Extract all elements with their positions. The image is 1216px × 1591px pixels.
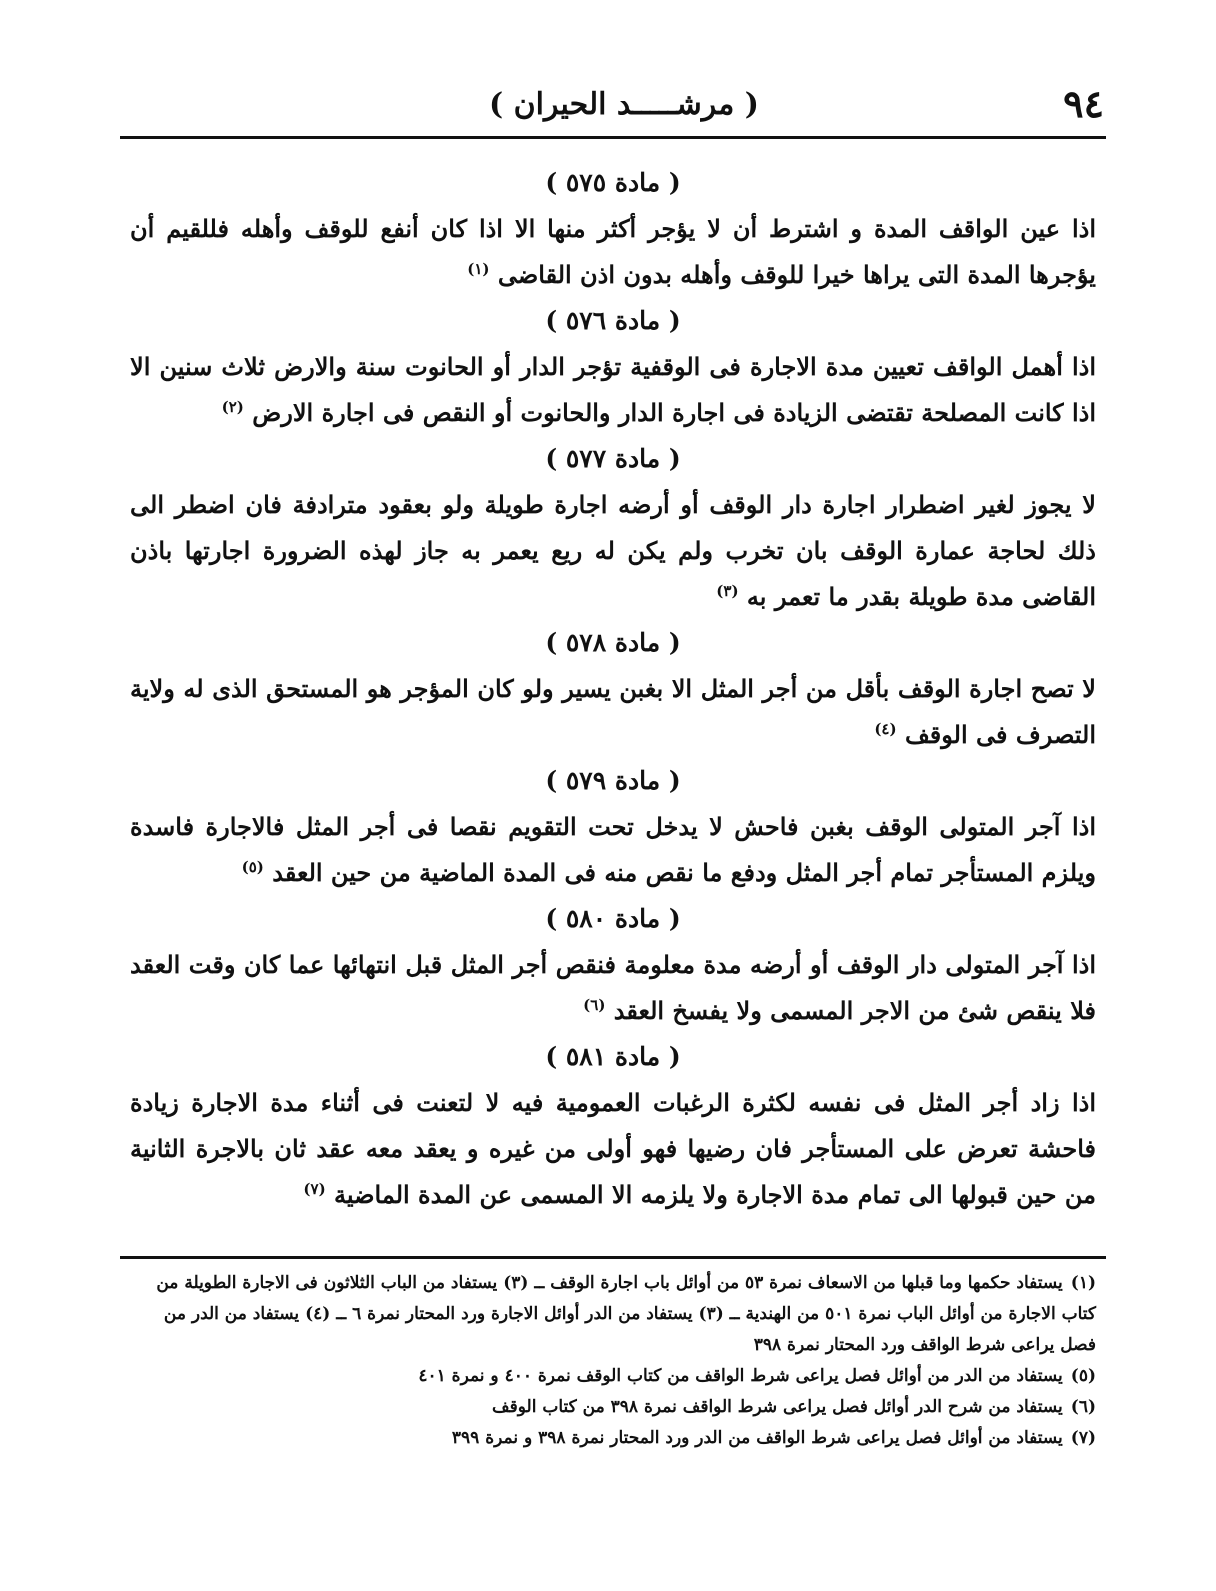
running-title: ( مرشـــــد الحيران ) — [489, 87, 759, 122]
footnote-ref: (٤) — [874, 720, 897, 738]
article — [130, 896, 1096, 1034]
footnotes — [130, 1268, 1096, 1454]
article-heading: ( مادة ٥٨١ ) — [545, 1042, 681, 1071]
article-heading: ( مادة ٥٧٩ ) — [545, 766, 681, 795]
footnote — [130, 1392, 1096, 1423]
article — [130, 298, 1096, 436]
article-text — [130, 1080, 1096, 1218]
article-body: اذا أهمل الواقف تعيين مدة الاجارة فى الوقفية تؤجر الدار أو الحانوت سنة والارض ثلاث سنين الا اذا كانت المصلحة تقتضى الزيادة فى اجارة الدار والحانوت أو النقص فى اجارة الارض — [130, 352, 1096, 427]
page-header — [120, 76, 1104, 136]
article-heading: ( مادة ٥٧٦ ) — [545, 306, 681, 335]
article — [130, 436, 1096, 620]
article-body: اذا عين الواقف المدة و اشترط أن لا يؤجر أكثر منها الا اذا كان أنفع للوقف وأهله فللقيم أن يؤجرها المدة التى يراها خيرا للوقف وأهله بدون اذن القاضى — [130, 214, 1096, 289]
page-number: ٩٤ — [1063, 81, 1104, 126]
article — [130, 160, 1096, 298]
article-body: لا يجوز لغير اضطرار اجارة دار الوقف أو أرضه اجارة طويلة ولو بعقود مترادفة فان اضطر الى ذلك لحاجة عمارة الوقف بان تخرب ولم يكن له ريع يعمر به جاز لهذه الضرورة اجارتها باذن القاضى مدة طويلة بقدر ما تعمر به — [130, 490, 1096, 611]
article — [130, 758, 1096, 896]
footnote-number: (١) — [1070, 1273, 1096, 1293]
footnote-ref: (١) — [467, 260, 490, 278]
footnote-rule — [120, 1256, 1106, 1259]
footnote — [130, 1361, 1096, 1392]
article-heading: ( مادة ٥٨٠ ) — [545, 904, 681, 933]
article-body: لا تصح اجارة الوقف بأقل من أجر المثل الا بغبن يسير ولو كان المؤجر هو المستحق الذى له ولاية التصرف فى الوقف — [130, 674, 1096, 749]
article-heading: ( مادة ٥٧٥ ) — [545, 168, 681, 197]
footnote-number: (٧) — [1070, 1428, 1096, 1448]
article-text — [130, 344, 1096, 436]
article-body: اذا آجر المتولى دار الوقف أو أرضه مدة معلومة فنقص أجر المثل قبل انتهائها عما كان وقت العقد فلا ينقص شئ من الاجر المسمى ولا يفسخ العقد — [130, 950, 1096, 1025]
footnote-number: (٥) — [1070, 1366, 1096, 1386]
article-text — [130, 666, 1096, 758]
article — [130, 620, 1096, 758]
footnote-ref: (٧) — [303, 1180, 326, 1198]
footnote-text: يستفاد حكمها وما قبلها من الاسعاف نمرة ٥٣ من أوائل باب اجارة الوقف ــ (٣) يستفاد من الباب الثلاثون فى الاجارة الطويلة من كتاب الاجارة من أوائل الباب نمرة ٥٠١ من الهندية ــ (٣) يستفاد من الدر أوائل الاجارة ورد المحتار نمرة ٦ ــ (٤) يستفاد من الدر من فصل يراعى شرط الواقف ورد المحتار نمرة ٣٩٨ — [156, 1273, 1096, 1355]
article-heading: ( مادة ٥٧٧ ) — [545, 444, 681, 473]
header-rule — [120, 136, 1106, 139]
footnote-ref: (٥) — [241, 858, 264, 876]
footnote-text: يستفاد من الدر من أوائل فصل يراعى شرط الواقف من كتاب الوقف نمرة ٤٠٠ و نمرة ٤٠١ — [418, 1366, 1063, 1386]
article-body: اذا آجر المتولى الوقف بغبن فاحش لا يدخل تحت التقويم نقصا فى أجر المثل فالاجارة فاسدة ويلزم المستأجر تمام أجر المثل ودفع ما نقص منه فى المدة الماضية من حين العقد — [130, 812, 1096, 887]
article-text — [130, 206, 1096, 298]
article — [130, 1034, 1096, 1218]
footnote-ref: (٦) — [583, 996, 606, 1014]
footnote — [130, 1423, 1096, 1454]
article-body: اذا زاد أجر المثل فى نفسه لكثرة الرغبات العمومية فيه لا لتعنت فى أثناء مدة الاجارة زيادة فاحشة تعرض على المستأجر فان رضيها فهو أولى من غيره و يعقد معه عقد ثان بالاجرة الثانية من حين قبولها الى تمام مدة الاجارة ولا يلزمه الا المسمى عن المدة الماضية — [130, 1088, 1096, 1209]
article-heading: ( مادة ٥٧٨ ) — [545, 628, 681, 657]
footnote-ref: (٢) — [221, 398, 244, 416]
footnote-number: (٦) — [1070, 1397, 1096, 1417]
footnote-ref: (٣) — [716, 582, 739, 600]
articles-body — [130, 160, 1096, 1218]
footnote-text: يستفاد من أوائل فصل يراعى شرط الواقف من الدر ورد المحتار نمرة ٣٩٨ و نمرة ٣٩٩ — [451, 1428, 1063, 1448]
footnote — [130, 1268, 1096, 1361]
article-text — [130, 942, 1096, 1034]
footnote-text: يستفاد من شرح الدر أوائل فصل يراعى شرط الواقف نمرة ٣٩٨ من كتاب الوقف — [492, 1397, 1063, 1417]
article-text — [130, 804, 1096, 896]
article-text — [130, 482, 1096, 620]
